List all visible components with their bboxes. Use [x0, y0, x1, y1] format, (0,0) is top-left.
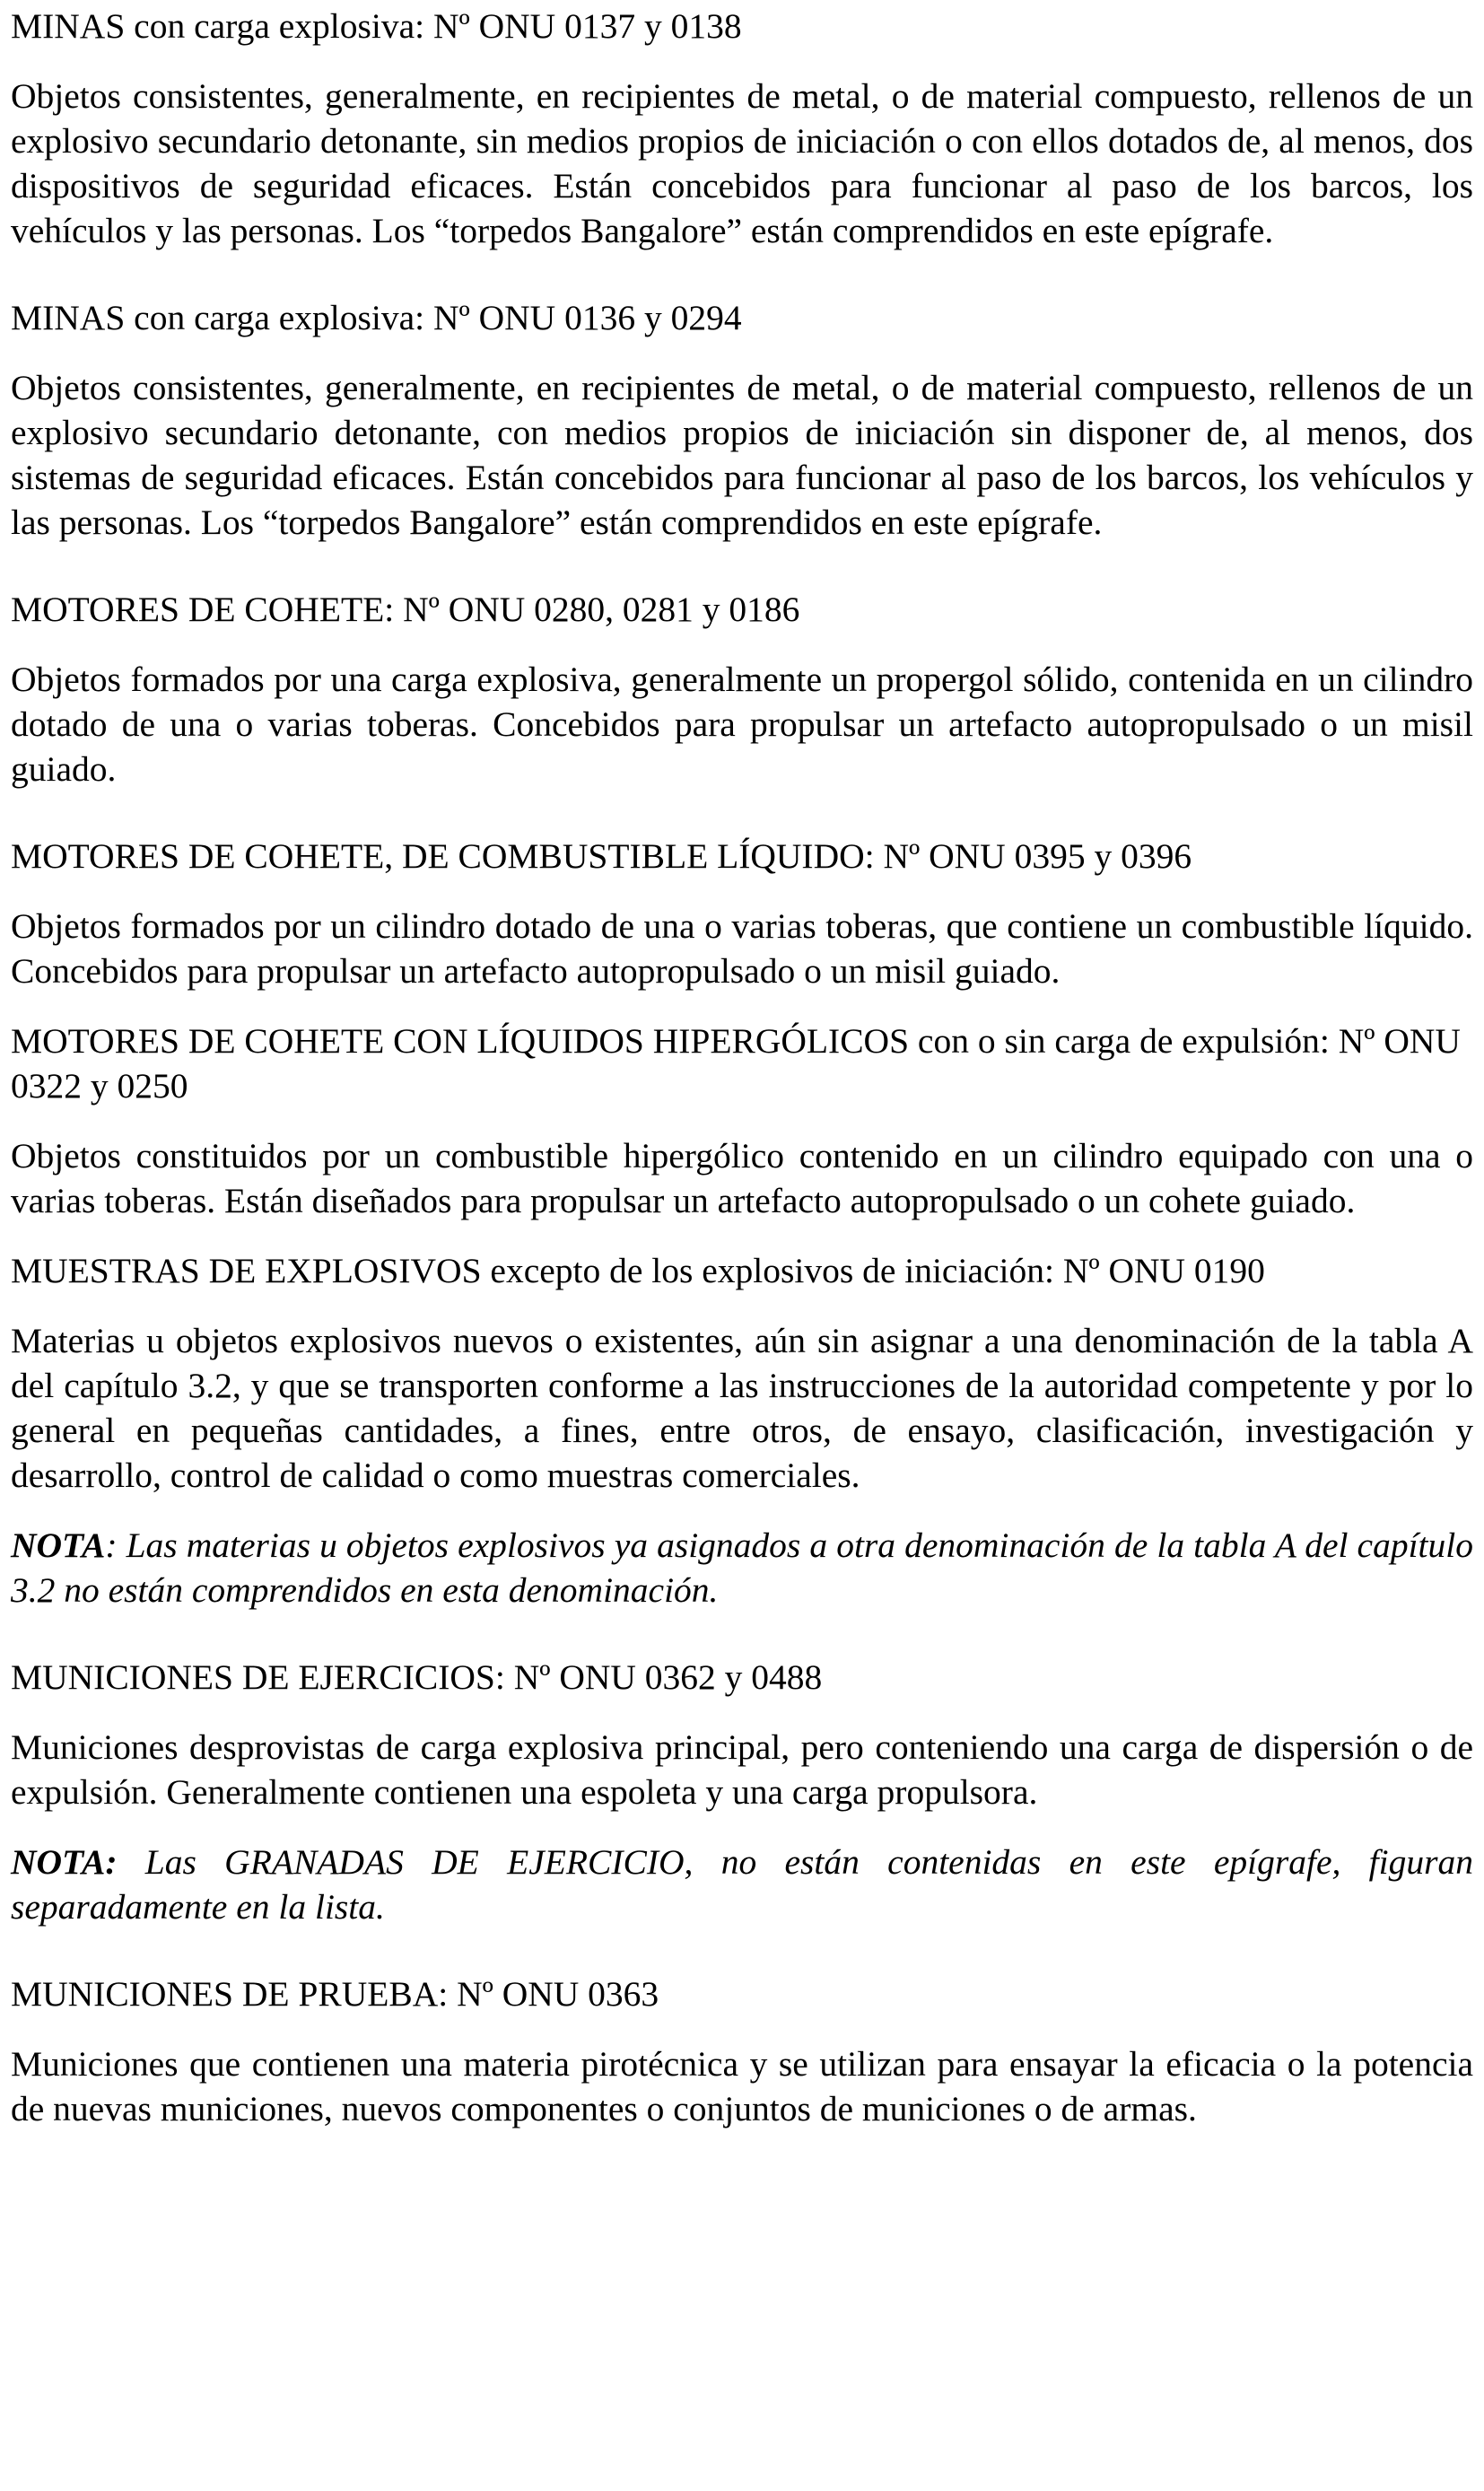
section-heading: MOTORES DE COHETE: Nº ONU 0280, 0281 y 0186	[11, 590, 800, 629]
section-note	[11, 1523, 1473, 1613]
section-paragraph: Objetos consistentes, generalmente, en recipientes de metal, o de material compuesto, rellenos de un explosivo secundario detonante, sin medios propios de iniciación o con ellos dotados de, al menos, dos dispositivos de seguridad eficaces. Están concebidos para funcionar al paso de los barcos, los vehículos y las personas. Los “torpedos Bangalore” están comprendidos en este epígrafe.	[11, 76, 1473, 250]
note-label: NOTA:	[11, 1842, 118, 1882]
section-paragraph: Municiones que contienen una materia pirotécnica y se utilizan para ensayar la eficacia o la potencia de nuevas municiones, nuevos componentes o conjuntos de municiones o de armas.	[11, 2044, 1473, 2128]
section-paragraph: Objetos formados por un cilindro dotado de una o varias toberas, que contiene un combustible líquido. Concebidos para propulsar un artefacto autopropulsado o un misil guiado.	[11, 906, 1473, 991]
section-heading: MUNICIONES DE PRUEBA: Nº ONU 0363	[11, 1974, 659, 2014]
section-heading: MINAS con carga explosiva: Nº ONU 0136 y 0294	[11, 298, 742, 337]
section-heading: MUNICIONES DE EJERCICIOS: Nº ONU 0362 y 0488	[11, 1657, 823, 1697]
section-heading: MINAS con carga explosiva: Nº ONU 0137 y 0138	[11, 6, 742, 46]
section-paragraph: Materias u objetos explosivos nuevos o existentes, aún sin asignar a una denominación de la tabla A del capítulo 3.2, y que se transporten conforme a las instrucciones de la autoridad competente y por lo general en pequeñas cantidades, a fines, entre otros, de ensayo, clasificación, investigación y desarrollo, control de calidad o como muestras comerciales.	[11, 1321, 1473, 1495]
note-text: Las GRANADAS DE EJERCICIO, no están contenidas en este epígrafe, figuran separadamente en la lista.	[11, 1842, 1473, 1927]
note-label: NOTA	[11, 1525, 106, 1565]
section-heading: MOTORES DE COHETE CON LÍQUIDOS HIPERGÓLICOS con o sin carga de expulsión: Nº ONU 0322 y 0250	[11, 1021, 1461, 1106]
note-text: : Las materias u objetos explosivos ya asignados a otra denominación de la tabla A del capítulo 3.2 no están comprendidos en esta denominación.	[11, 1525, 1473, 1610]
section-paragraph: Objetos formados por una carga explosiva, generalmente un propergol sólido, contenida en un cilindro dotado de una o varias toberas. Concebidos para propulsar un artefacto autopropulsado o un misil guiado.	[11, 660, 1473, 789]
section-paragraph: Objetos consistentes, generalmente, en recipientes de metal, o de material compuesto, rellenos de un explosivo secundario detonante, con medios propios de iniciación sin disponer de, al menos, dos sistemas de seguridad eficaces. Están concebidos para funcionar al paso de los barcos, los vehículos y las personas. Los “torpedos Bangalore” están comprendidos en este epígrafe.	[11, 368, 1473, 542]
section-paragraph: Municiones desprovistas de carga explosiva principal, pero conteniendo una carga de dispersión o de expulsión. Generalmente contienen una espoleta y una carga propulsora.	[11, 1727, 1473, 1812]
section-note	[11, 1840, 1473, 1929]
section-paragraph: Objetos constituidos por un combustible hipergólico contenido en un cilindro equipado con una o varias toberas. Están diseñados para propulsar un artefacto autopropulsado o un cohete guiado.	[11, 1136, 1473, 1220]
section-heading: MUESTRAS DE EXPLOSIVOS excepto de los explosivos de iniciación: Nº ONU 0190	[11, 1251, 1265, 1290]
section-heading: MOTORES DE COHETE, DE COMBUSTIBLE LÍQUIDO: Nº ONU 0395 y 0396	[11, 836, 1192, 876]
